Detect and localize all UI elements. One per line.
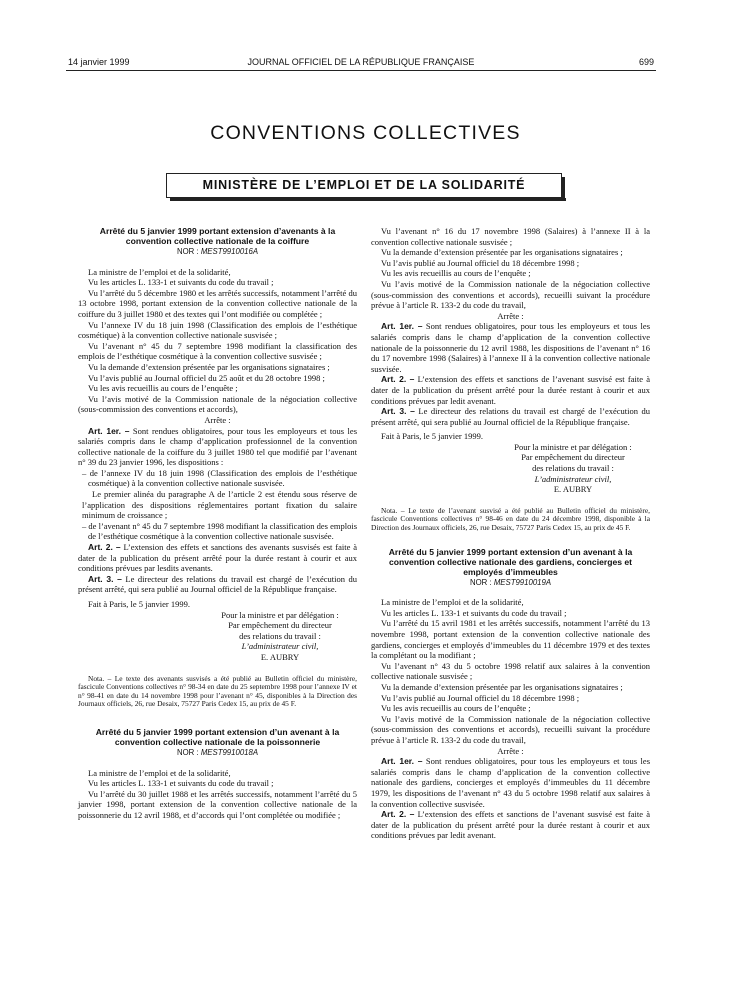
paragraph: Vu l’avenant n° 45 du 7 septembre 1998 modifiant la classification des emplois de l’esthétique cosmétique à la convention collective susvisée ; bbox=[78, 340, 357, 362]
article-text: L’extension des effets et sanctions de l’avenant susvisé est faite à dater de la publication du présent arrêté pour la durée restant à courir et aux conditions prévues par ledit avenant. bbox=[371, 374, 650, 406]
nor-line bbox=[371, 578, 650, 589]
list-item: – de l’avenant n° 45 du 7 septembre 1998 modifiant la classification des emplois de l’esthétique cosmétique à la convention collective nationale susvisée. bbox=[82, 520, 357, 542]
paragraph: Vu l’avenant n° 43 du 5 octobre 1998 relatif aux salaires à la convention collective nationale susvisée ; bbox=[371, 660, 650, 682]
list-item: Le premier alinéa du paragraphe A de l’article 2 est étendu sous réserve de l’application des dispositions réglementaires portant fixation du salaire minimum de croissance ; bbox=[82, 489, 357, 521]
arrete-word: Arrête : bbox=[497, 310, 524, 321]
signature-line: L’administrateur civil, bbox=[534, 473, 612, 484]
header-date: 14 janvier 1999 bbox=[68, 57, 130, 67]
paragraph: La ministre de l’emploi et de la solidarité, bbox=[88, 266, 231, 277]
nota-note: Nota. – Le texte de l’avenant susvisé a été publié au Bulletin officiel du ministère, fascicule Conventions collectives n° 98-46 en date du 24 décembre 1998, disponible à la Direction des Journaux officiels, 26, rue Desaix, 75727 Paris Cedex 15, au prix de 45 F. bbox=[371, 505, 650, 533]
article-1 bbox=[78, 426, 357, 468]
signature-date: Fait à Paris, le 5 janvier 1999. bbox=[381, 431, 483, 442]
article-label: Art. 3. – bbox=[88, 573, 122, 584]
signature-name: E. AUBRY bbox=[553, 484, 593, 495]
paragraph: Vu l’annexe IV du 18 juin 1998 (Classification des emplois de l’esthétique cosmétique) à la convention collective nationale susvisée ; bbox=[78, 319, 357, 341]
article-3 bbox=[78, 574, 357, 595]
signature-block bbox=[496, 442, 650, 495]
paragraph: Vu l’avis motivé de la Commission nationale de la négociation collective (sous-commission des conventions et accords), bbox=[78, 393, 357, 415]
article-2 bbox=[371, 374, 650, 406]
header-journal-title: JOURNAL OFFICIEL DE LA RÉPUBLIQUE FRANÇAISE bbox=[247, 57, 475, 67]
nor-code: MEST9910019A bbox=[493, 577, 552, 587]
article-2 bbox=[371, 809, 650, 841]
list-item: – de l’annexe IV du 18 juin 1998 (Classification des emplois de l’esthétique cosmétique) à la convention collective nationale susvisée. bbox=[82, 467, 357, 489]
right-column bbox=[371, 226, 650, 841]
paragraph: Vu l’avis publié au Journal officiel du 18 décembre 1998 ; bbox=[381, 257, 580, 268]
signature-block bbox=[203, 610, 357, 663]
article-label: Art. 2. – bbox=[381, 809, 415, 820]
paragraph: Vu l’avenant n° 16 du 17 novembre 1998 (Salaires) à l’annexe II à la convention collective nationale susvisée ; bbox=[371, 226, 650, 247]
paragraph: Vu la demande d’extension présentée par les organisations signataires ; bbox=[88, 361, 330, 372]
article-text: Sont rendues obligatoires, pour tous les employeurs et tous les salariés compris dans le champ d’application professionnel de la convention collective nationale de la coiffure du 3 juillet 1980 tel que modifié par l’avenant n° 39 du 23 janvier 1996, les dispositions : bbox=[78, 425, 357, 468]
article-text: Sont rendues obligatoires, pour tous les employeurs et tous les salariés compris dans le champ d’application de la convention collective nationale de la poissonnerie du 12 avril 1988, les dispositions de l’avenant n° 16 du 17 novembre 1998 (Salaires) à l’annexe II à la convention collective nationale susvisée. bbox=[371, 321, 650, 374]
paragraph: Vu l’avis publié au Journal officiel du 25 août et du 28 octobre 1998 ; bbox=[88, 372, 325, 383]
paragraph: La ministre de l’emploi et de la solidarité, bbox=[88, 767, 231, 778]
paragraph: La ministre de l’emploi et de la solidarité, bbox=[381, 597, 524, 608]
paragraph: Vu les avis recueillis au cours de l’enquête ; bbox=[381, 703, 531, 714]
signature-line: Pour la ministre et par délégation : bbox=[514, 441, 632, 452]
nor-label: NOR : bbox=[176, 747, 199, 757]
article-text: L’extension des effets et sanctions des avenants susvisés est faite à dater de la publication du présent arrêté pour la durée restant à courir et aux conditions prévues par lesdits avenants. bbox=[78, 542, 357, 574]
nota-note: Nota. – Le texte des avenants susvisés a été publié au Bulletin officiel du ministère, fascicule Conventions collectives n° 98-34 en date du 25 septembre 1998 pour l’annexe IV et n° 98-41 en date du 14 novembre 1998 pour l’avenant n° 45, disponibles à la Direction des Journaux officiels, 26, rue Desaix, 75727 Paris Cedex 15, au prix de 45 F. bbox=[78, 673, 357, 709]
signature-line: des relations du travail : bbox=[239, 630, 321, 641]
paragraph: Vu l’arrêté du 30 juillet 1988 et les arrêtés successifs, notamment l’arrêté du 5 janvier 1998, portant extension de la convention collective nationale de la poissonnerie du 12 avril 1988, et d’accords qui l’ont complétée ou modifiée ; bbox=[78, 788, 357, 820]
paragraph: Vu l’arrêté du 5 décembre 1980 et les arrêtés successifs, notamment l’arrêté du 13 octobre 1998, portant extension de la convention collective nationale de la coiffure du 3 juillet 1980 et des textes qui l’ont modifiée ou complétée ; bbox=[78, 287, 357, 319]
article-text: L’extension des effets et sanctions de l’avenant susvisé est faite à dater de la publication du présent arrêté pour la durée restant à courir et aux conditions prévues par ledit avenant. bbox=[371, 809, 650, 841]
article-2 bbox=[78, 542, 357, 574]
ministry-box: MINISTÈRE DE L’EMPLOI ET DE LA SOLIDARITÉ bbox=[166, 173, 562, 198]
paragraph: Vu l’avis motivé de la Commission nationale de la négociation collective (sous-commission des conventions et accords), recueilli suivant la procédure prévue à l’article R. 133-2 du code du travail, bbox=[371, 278, 650, 311]
paragraph: Vu les articles L. 133-1 et suivants du code du travail ; bbox=[381, 607, 567, 618]
paragraph: Vu l’avis motivé de la Commission nationale de la négociation collective (sous-commission des conventions et accords), recueilli suivant la procédure prévue à l’article R. 133-2 du code du travail, bbox=[371, 713, 650, 745]
nor-line bbox=[78, 247, 357, 258]
nor-label: NOR : bbox=[176, 247, 199, 256]
nor-line bbox=[78, 748, 357, 759]
arrete-title-gardiens: Arrêté du 5 janvier 1999 portant extension d’un avenant à la convention collective nationale des gardiens, concierges et employés d’immeubles bbox=[388, 546, 633, 577]
arrete-word: Arrête : bbox=[204, 414, 231, 425]
article-1 bbox=[371, 321, 650, 374]
signature-line: L’administrateur civil, bbox=[241, 641, 319, 652]
arrete-title-poissonnerie: Arrêté du 5 janvier 1999 portant extension d’un avenant à la convention collective nationale de la poissonnerie bbox=[95, 726, 340, 747]
arrete-title-coiffure: Arrêté du 5 janvier 1999 portant extension d’avenants à la convention collective nationale de la coiffure bbox=[99, 226, 336, 246]
signature-line: Par empêchement du directeur bbox=[228, 620, 332, 631]
paragraph: Vu les avis recueillis au cours de l’enquête ; bbox=[88, 383, 238, 394]
paragraph: Vu les avis recueillis au cours de l’enquête ; bbox=[381, 268, 531, 279]
paragraph: Vu l’avis publié au Journal officiel du 18 décembre 1998 ; bbox=[381, 692, 580, 703]
article-label: Art. 2. – bbox=[381, 374, 415, 385]
paragraph: Vu la demande d’extension présentée par les organisations signataires ; bbox=[381, 247, 623, 258]
article-label: Art. 3. – bbox=[381, 406, 415, 417]
header-rule bbox=[66, 70, 656, 71]
article-text: Le directeur des relations du travail est chargé de l’exécution du présent arrêté, qui sera publié au Journal officiel de la République française. bbox=[371, 406, 651, 427]
left-column bbox=[78, 226, 357, 821]
signature-line: Pour la ministre et par délégation : bbox=[221, 609, 339, 620]
article-label: Art. 1er. – bbox=[381, 321, 423, 332]
section-title: CONVENTIONS COLLECTIVES bbox=[210, 122, 521, 144]
article-text: Sont rendues obligatoires, pour tous les employeurs et tous les salariés compris dans le champ d’application de la convention collective nationale des gardiens, concierges et employés d’immeubles du 11 décembre 1979, les dispositions de l’avenant n° 43 du 5 octobre 1998 relatif aux salaires à la convention collective susvisée. bbox=[371, 756, 650, 809]
nor-code: MEST9910016A bbox=[200, 247, 259, 256]
signature-name: E. AUBRY bbox=[260, 651, 300, 662]
article-text: Le directeur des relations du travail est chargé de l’exécution du présent arrêté, qui sera publié au Journal officiel de la République française. bbox=[78, 573, 358, 595]
nor-code: MEST9910018A bbox=[200, 747, 259, 757]
article-1 bbox=[371, 756, 650, 809]
article-3 bbox=[371, 406, 650, 427]
paragraph: Vu l’arrêté du 15 avril 1981 et les arrêtés successifs, notamment l’arrêté du 13 novembre 1998, portant extension de la convention collective nationale des gardiens, concierges et employés d’immeubles du 11 décembre 1979 et des textes la complétant ou la modifiant ; bbox=[371, 618, 650, 661]
article-label: Art. 1er. – bbox=[381, 756, 423, 767]
article-label: Art. 1er. – bbox=[88, 425, 130, 436]
paragraph: Vu la demande d’extension présentée par les organisations signataires ; bbox=[381, 681, 623, 692]
arrete-word: Arrête : bbox=[497, 745, 524, 756]
signature-date: Fait à Paris, le 5 janvier 1999. bbox=[88, 599, 190, 609]
signature-line: Par empêchement du directeur bbox=[521, 452, 625, 463]
signature-line: des relations du travail : bbox=[532, 463, 614, 474]
nor-label: NOR : bbox=[469, 577, 492, 587]
article-label: Art. 2. – bbox=[88, 542, 121, 553]
page-header bbox=[68, 56, 654, 68]
paragraph: Vu les articles L. 133-1 et suivants du code du travail ; bbox=[88, 778, 274, 789]
header-page-number: 699 bbox=[638, 57, 654, 67]
paragraph: Vu les articles L. 133-1 et suivants du code du travail ; bbox=[88, 277, 274, 288]
